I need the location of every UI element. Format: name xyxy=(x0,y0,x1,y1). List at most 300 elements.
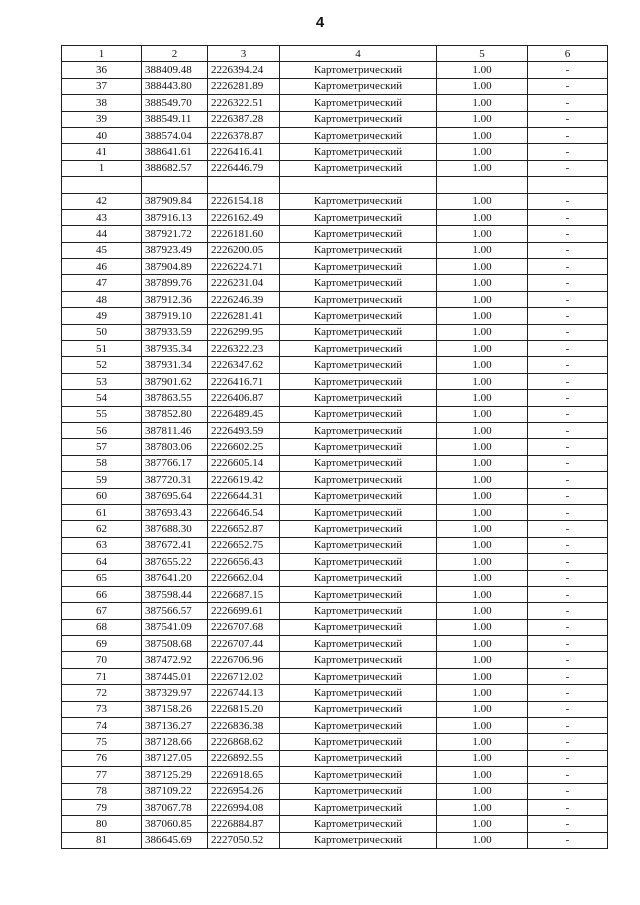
method-cell xyxy=(280,177,437,193)
point-number-cell: 56 xyxy=(62,422,142,438)
y-coordinate-cell: 2226299.95 xyxy=(208,324,280,340)
method-cell: Картометрический xyxy=(280,783,437,799)
y-coordinate-cell: 2226699.61 xyxy=(208,603,280,619)
accuracy-cell: 1.00 xyxy=(437,308,528,324)
accuracy-cell: 1.00 xyxy=(437,701,528,717)
point-number-cell: 51 xyxy=(62,341,142,357)
x-coordinate-cell: 386645.69 xyxy=(142,832,208,848)
column-header-5: 5 xyxy=(437,46,528,62)
point-number-cell: 57 xyxy=(62,439,142,455)
method-cell: Картометрический xyxy=(280,832,437,848)
table-row xyxy=(62,324,608,340)
accuracy-cell: 1.00 xyxy=(437,734,528,750)
description-cell: - xyxy=(528,619,608,635)
accuracy-cell: 1.00 xyxy=(437,439,528,455)
accuracy-cell: 1.00 xyxy=(437,603,528,619)
accuracy-cell: 1.00 xyxy=(437,226,528,242)
table-row xyxy=(62,373,608,389)
table-row xyxy=(62,455,608,471)
accuracy-cell: 1.00 xyxy=(437,259,528,275)
y-coordinate-cell: 2226707.44 xyxy=(208,636,280,652)
point-number-cell: 74 xyxy=(62,718,142,734)
x-coordinate-cell: 388443.80 xyxy=(142,78,208,94)
y-coordinate-cell: 2226605.14 xyxy=(208,455,280,471)
accuracy-cell: 1.00 xyxy=(437,324,528,340)
method-cell: Картометрический xyxy=(280,718,437,734)
table-row xyxy=(62,504,608,520)
y-coordinate-cell: 2226892.55 xyxy=(208,750,280,766)
table-row xyxy=(62,406,608,422)
x-coordinate-cell: 387541.09 xyxy=(142,619,208,635)
method-cell: Картометрический xyxy=(280,357,437,373)
description-cell: - xyxy=(528,668,608,684)
method-cell: Картометрический xyxy=(280,275,437,291)
table-row xyxy=(62,357,608,373)
accuracy-cell: 1.00 xyxy=(437,78,528,94)
method-cell: Картометрический xyxy=(280,242,437,258)
y-coordinate-cell: 2226322.51 xyxy=(208,95,280,111)
y-coordinate-cell: 2226994.08 xyxy=(208,799,280,815)
method-cell: Картометрический xyxy=(280,111,437,127)
accuracy-cell: 1.00 xyxy=(437,619,528,635)
point-number-cell: 78 xyxy=(62,783,142,799)
table-row xyxy=(62,390,608,406)
y-coordinate-cell: 2226707.68 xyxy=(208,619,280,635)
table-row xyxy=(62,832,608,848)
method-cell: Картометрический xyxy=(280,209,437,225)
method-cell: Картометрический xyxy=(280,554,437,570)
point-number-cell: 1 xyxy=(62,160,142,176)
point-number-cell: 72 xyxy=(62,685,142,701)
y-coordinate-cell: 2226656.43 xyxy=(208,554,280,570)
y-coordinate-cell: 2226416.41 xyxy=(208,144,280,160)
point-number-cell: 44 xyxy=(62,226,142,242)
point-number-cell: 46 xyxy=(62,259,142,275)
accuracy-cell: 1.00 xyxy=(437,799,528,815)
description-cell: - xyxy=(528,455,608,471)
y-coordinate-cell: 2226246.39 xyxy=(208,291,280,307)
description-cell: - xyxy=(528,160,608,176)
point-number-cell: 53 xyxy=(62,373,142,389)
description-cell: - xyxy=(528,570,608,586)
x-coordinate-cell: 387904.89 xyxy=(142,259,208,275)
x-coordinate-cell: 387916.13 xyxy=(142,209,208,225)
y-coordinate-cell: 2226281.89 xyxy=(208,78,280,94)
description-cell: - xyxy=(528,504,608,520)
page-number: 4 xyxy=(315,14,325,31)
table-row xyxy=(62,291,608,307)
table-row xyxy=(62,701,608,717)
x-coordinate-cell: 388409.48 xyxy=(142,62,208,78)
description-cell: - xyxy=(528,144,608,160)
description-cell: - xyxy=(528,259,608,275)
point-number-cell: 73 xyxy=(62,701,142,717)
table-row xyxy=(62,816,608,832)
description-cell: - xyxy=(528,832,608,848)
accuracy-cell: 1.00 xyxy=(437,750,528,766)
point-number-cell: 66 xyxy=(62,586,142,602)
table-row xyxy=(62,259,608,275)
description-cell: - xyxy=(528,78,608,94)
description-cell: - xyxy=(528,636,608,652)
method-cell: Картометрический xyxy=(280,619,437,635)
point-number-cell: 47 xyxy=(62,275,142,291)
y-coordinate-cell: 2226406.87 xyxy=(208,390,280,406)
table-row xyxy=(62,422,608,438)
point-number-cell: 40 xyxy=(62,127,142,143)
method-cell: Картометрический xyxy=(280,521,437,537)
accuracy-cell: 1.00 xyxy=(437,127,528,143)
y-coordinate-cell: 2226884.87 xyxy=(208,816,280,832)
table-row xyxy=(62,783,608,799)
table-row xyxy=(62,488,608,504)
table-row xyxy=(62,718,608,734)
table-row xyxy=(62,242,608,258)
x-coordinate-cell: 387566.57 xyxy=(142,603,208,619)
method-cell: Картометрический xyxy=(280,226,437,242)
accuracy-cell: 1.00 xyxy=(437,816,528,832)
table-row xyxy=(62,226,608,242)
x-coordinate-cell: 388641.61 xyxy=(142,144,208,160)
table-row xyxy=(62,521,608,537)
x-coordinate-cell: 387935.34 xyxy=(142,341,208,357)
table-row xyxy=(62,144,608,160)
accuracy-cell: 1.00 xyxy=(437,537,528,553)
accuracy-cell xyxy=(437,177,528,193)
point-number-cell: 36 xyxy=(62,62,142,78)
y-coordinate-cell: 2226416.71 xyxy=(208,373,280,389)
table-row xyxy=(62,62,608,78)
table-row xyxy=(62,537,608,553)
y-coordinate-cell: 2226712.02 xyxy=(208,668,280,684)
x-coordinate-cell: 387641.20 xyxy=(142,570,208,586)
y-coordinate-cell xyxy=(208,177,280,193)
y-coordinate-cell: 2227050.52 xyxy=(208,832,280,848)
table-row xyxy=(62,636,608,652)
table-row xyxy=(62,209,608,225)
method-cell: Картометрический xyxy=(280,767,437,783)
x-coordinate-cell: 387329.97 xyxy=(142,685,208,701)
accuracy-cell: 1.00 xyxy=(437,504,528,520)
y-coordinate-cell: 2226652.75 xyxy=(208,537,280,553)
method-cell: Картометрический xyxy=(280,324,437,340)
point-number-cell: 67 xyxy=(62,603,142,619)
accuracy-cell: 1.00 xyxy=(437,291,528,307)
method-cell: Картометрический xyxy=(280,504,437,520)
description-cell: - xyxy=(528,652,608,668)
accuracy-cell: 1.00 xyxy=(437,832,528,848)
point-number-cell: 45 xyxy=(62,242,142,258)
x-coordinate-cell: 387811.46 xyxy=(142,422,208,438)
column-header-6: 6 xyxy=(528,46,608,62)
x-coordinate-cell: 387899.76 xyxy=(142,275,208,291)
description-cell: - xyxy=(528,324,608,340)
point-number-cell: 80 xyxy=(62,816,142,832)
method-cell: Картометрический xyxy=(280,603,437,619)
accuracy-cell: 1.00 xyxy=(437,62,528,78)
point-number-cell: 59 xyxy=(62,472,142,488)
table-row xyxy=(62,308,608,324)
method-cell: Картометрический xyxy=(280,816,437,832)
x-coordinate-cell: 387933.59 xyxy=(142,324,208,340)
point-number-cell: 37 xyxy=(62,78,142,94)
description-cell: - xyxy=(528,554,608,570)
accuracy-cell: 1.00 xyxy=(437,455,528,471)
x-coordinate-cell: 387912.36 xyxy=(142,291,208,307)
description-cell: - xyxy=(528,390,608,406)
x-coordinate-cell: 388682.57 xyxy=(142,160,208,176)
table-row xyxy=(62,554,608,570)
column-header-4: 4 xyxy=(280,46,437,62)
point-number-cell: 68 xyxy=(62,619,142,635)
method-cell: Картометрический xyxy=(280,750,437,766)
table-row xyxy=(62,439,608,455)
y-coordinate-cell: 2226619.42 xyxy=(208,472,280,488)
y-coordinate-cell: 2226200.05 xyxy=(208,242,280,258)
table-row xyxy=(62,78,608,94)
table-row xyxy=(62,193,608,209)
description-cell: - xyxy=(528,422,608,438)
y-coordinate-cell: 2226394.24 xyxy=(208,62,280,78)
method-cell: Картометрический xyxy=(280,259,437,275)
y-coordinate-cell: 2226815.20 xyxy=(208,701,280,717)
x-coordinate-cell: 387655.22 xyxy=(142,554,208,570)
description-cell: - xyxy=(528,816,608,832)
accuracy-cell: 1.00 xyxy=(437,275,528,291)
y-coordinate-cell: 2226706.96 xyxy=(208,652,280,668)
method-cell: Картометрический xyxy=(280,734,437,750)
accuracy-cell: 1.00 xyxy=(437,95,528,111)
x-coordinate-cell: 387598.44 xyxy=(142,586,208,602)
table-body xyxy=(62,62,608,849)
y-coordinate-cell: 2226646.54 xyxy=(208,504,280,520)
column-header-2: 2 xyxy=(142,46,208,62)
method-cell: Картометрический xyxy=(280,570,437,586)
description-cell: - xyxy=(528,373,608,389)
accuracy-cell: 1.00 xyxy=(437,111,528,127)
x-coordinate-cell: 387125.29 xyxy=(142,767,208,783)
description-cell: - xyxy=(528,799,608,815)
method-cell: Картометрический xyxy=(280,701,437,717)
point-number-cell: 65 xyxy=(62,570,142,586)
description-cell: - xyxy=(528,226,608,242)
method-cell: Картометрический xyxy=(280,439,437,455)
description-cell: - xyxy=(528,95,608,111)
table-row xyxy=(62,652,608,668)
method-cell: Картометрический xyxy=(280,62,437,78)
y-coordinate-cell: 2226378.87 xyxy=(208,127,280,143)
y-coordinate-cell: 2226281.41 xyxy=(208,308,280,324)
description-cell: - xyxy=(528,439,608,455)
method-cell: Картометрический xyxy=(280,636,437,652)
x-coordinate-cell: 387445.01 xyxy=(142,668,208,684)
accuracy-cell: 1.00 xyxy=(437,652,528,668)
point-number-cell: 70 xyxy=(62,652,142,668)
accuracy-cell: 1.00 xyxy=(437,341,528,357)
method-cell: Картометрический xyxy=(280,390,437,406)
method-cell: Картометрический xyxy=(280,422,437,438)
method-cell: Картометрический xyxy=(280,668,437,684)
table-row xyxy=(62,799,608,815)
x-coordinate-cell: 388549.70 xyxy=(142,95,208,111)
description-cell: - xyxy=(528,685,608,701)
y-coordinate-cell: 2226347.62 xyxy=(208,357,280,373)
description-cell: - xyxy=(528,537,608,553)
point-number-cell: 62 xyxy=(62,521,142,537)
method-cell: Картометрический xyxy=(280,127,437,143)
table-row xyxy=(62,668,608,684)
accuracy-cell: 1.00 xyxy=(437,160,528,176)
accuracy-cell: 1.00 xyxy=(437,209,528,225)
accuracy-cell: 1.00 xyxy=(437,357,528,373)
column-header-1: 1 xyxy=(62,46,142,62)
y-coordinate-cell: 2226322.23 xyxy=(208,341,280,357)
description-cell: - xyxy=(528,701,608,717)
accuracy-cell: 1.00 xyxy=(437,783,528,799)
x-coordinate-cell: 387720.31 xyxy=(142,472,208,488)
point-number-cell: 61 xyxy=(62,504,142,520)
table-row xyxy=(62,472,608,488)
method-cell: Картометрический xyxy=(280,488,437,504)
y-coordinate-cell: 2226836.38 xyxy=(208,718,280,734)
table-row xyxy=(62,160,608,176)
method-cell: Картометрический xyxy=(280,144,437,160)
table-row xyxy=(62,341,608,357)
point-number-cell: 79 xyxy=(62,799,142,815)
point-number-cell: 48 xyxy=(62,291,142,307)
description-cell: - xyxy=(528,193,608,209)
point-number-cell xyxy=(62,177,142,193)
point-number-cell: 41 xyxy=(62,144,142,160)
description-cell: - xyxy=(528,406,608,422)
method-cell: Картометрический xyxy=(280,160,437,176)
x-coordinate-cell: 387909.84 xyxy=(142,193,208,209)
description-cell xyxy=(528,177,608,193)
method-cell: Картометрический xyxy=(280,652,437,668)
description-cell: - xyxy=(528,308,608,324)
x-coordinate-cell: 387803.06 xyxy=(142,439,208,455)
description-cell: - xyxy=(528,750,608,766)
x-coordinate-cell: 387109.22 xyxy=(142,783,208,799)
method-cell: Картометрический xyxy=(280,78,437,94)
x-coordinate-cell: 387688.30 xyxy=(142,521,208,537)
y-coordinate-cell: 2226918.65 xyxy=(208,767,280,783)
method-cell: Картометрический xyxy=(280,406,437,422)
x-coordinate-cell: 387695.64 xyxy=(142,488,208,504)
accuracy-cell: 1.00 xyxy=(437,570,528,586)
x-coordinate-cell: 387863.55 xyxy=(142,390,208,406)
y-coordinate-cell: 2226154.18 xyxy=(208,193,280,209)
accuracy-cell: 1.00 xyxy=(437,636,528,652)
point-number-cell: 81 xyxy=(62,832,142,848)
method-cell: Картометрический xyxy=(280,373,437,389)
point-number-cell: 76 xyxy=(62,750,142,766)
x-coordinate-cell: 387852.80 xyxy=(142,406,208,422)
y-coordinate-cell: 2226489.45 xyxy=(208,406,280,422)
description-cell: - xyxy=(528,127,608,143)
y-coordinate-cell: 2226954.26 xyxy=(208,783,280,799)
y-coordinate-cell: 2226446.79 xyxy=(208,160,280,176)
point-number-cell: 43 xyxy=(62,209,142,225)
accuracy-cell: 1.00 xyxy=(437,373,528,389)
point-number-cell: 64 xyxy=(62,554,142,570)
table-row xyxy=(62,127,608,143)
accuracy-cell: 1.00 xyxy=(437,406,528,422)
x-coordinate-cell: 387067.78 xyxy=(142,799,208,815)
y-coordinate-cell: 2226231.04 xyxy=(208,275,280,291)
description-cell: - xyxy=(528,783,608,799)
table-row xyxy=(62,685,608,701)
x-coordinate-cell: 387919.10 xyxy=(142,308,208,324)
method-cell: Картометрический xyxy=(280,193,437,209)
method-cell: Картометрический xyxy=(280,95,437,111)
y-coordinate-cell: 2226181.60 xyxy=(208,226,280,242)
table-row xyxy=(62,619,608,635)
point-number-cell: 50 xyxy=(62,324,142,340)
accuracy-cell: 1.00 xyxy=(437,685,528,701)
method-cell: Картометрический xyxy=(280,586,437,602)
accuracy-cell: 1.00 xyxy=(437,521,528,537)
table-row xyxy=(62,586,608,602)
table-row xyxy=(62,177,608,193)
accuracy-cell: 1.00 xyxy=(437,193,528,209)
description-cell: - xyxy=(528,275,608,291)
table-row xyxy=(62,570,608,586)
description-cell: - xyxy=(528,521,608,537)
point-number-cell: 49 xyxy=(62,308,142,324)
x-coordinate-cell: 387128.66 xyxy=(142,734,208,750)
x-coordinate-cell: 387672.41 xyxy=(142,537,208,553)
x-coordinate-cell: 388574.04 xyxy=(142,127,208,143)
accuracy-cell: 1.00 xyxy=(437,422,528,438)
x-coordinate-cell: 387060.85 xyxy=(142,816,208,832)
point-number-cell: 75 xyxy=(62,734,142,750)
point-number-cell: 60 xyxy=(62,488,142,504)
method-cell: Картометрический xyxy=(280,341,437,357)
x-coordinate-cell xyxy=(142,177,208,193)
point-number-cell: 77 xyxy=(62,767,142,783)
y-coordinate-cell: 2226644.31 xyxy=(208,488,280,504)
accuracy-cell: 1.00 xyxy=(437,472,528,488)
point-number-cell: 71 xyxy=(62,668,142,684)
point-number-cell: 38 xyxy=(62,95,142,111)
accuracy-cell: 1.00 xyxy=(437,242,528,258)
description-cell: - xyxy=(528,62,608,78)
y-coordinate-cell: 2226602.25 xyxy=(208,439,280,455)
x-coordinate-cell: 387766.17 xyxy=(142,455,208,471)
point-number-cell: 54 xyxy=(62,390,142,406)
method-cell: Картометрический xyxy=(280,685,437,701)
x-coordinate-cell: 387921.72 xyxy=(142,226,208,242)
description-cell: - xyxy=(528,603,608,619)
accuracy-cell: 1.00 xyxy=(437,144,528,160)
x-coordinate-cell: 387931.34 xyxy=(142,357,208,373)
table-row xyxy=(62,95,608,111)
y-coordinate-cell: 2226662.04 xyxy=(208,570,280,586)
description-cell: - xyxy=(528,357,608,373)
y-coordinate-cell: 2226493.59 xyxy=(208,422,280,438)
x-coordinate-cell: 387136.27 xyxy=(142,718,208,734)
point-number-cell: 39 xyxy=(62,111,142,127)
coordinates-table xyxy=(61,45,608,849)
y-coordinate-cell: 2226387.28 xyxy=(208,111,280,127)
method-cell: Картометрический xyxy=(280,308,437,324)
point-number-cell: 69 xyxy=(62,636,142,652)
method-cell: Картометрический xyxy=(280,472,437,488)
table-header-row xyxy=(62,46,608,62)
column-header-3: 3 xyxy=(208,46,280,62)
y-coordinate-cell: 2226162.49 xyxy=(208,209,280,225)
